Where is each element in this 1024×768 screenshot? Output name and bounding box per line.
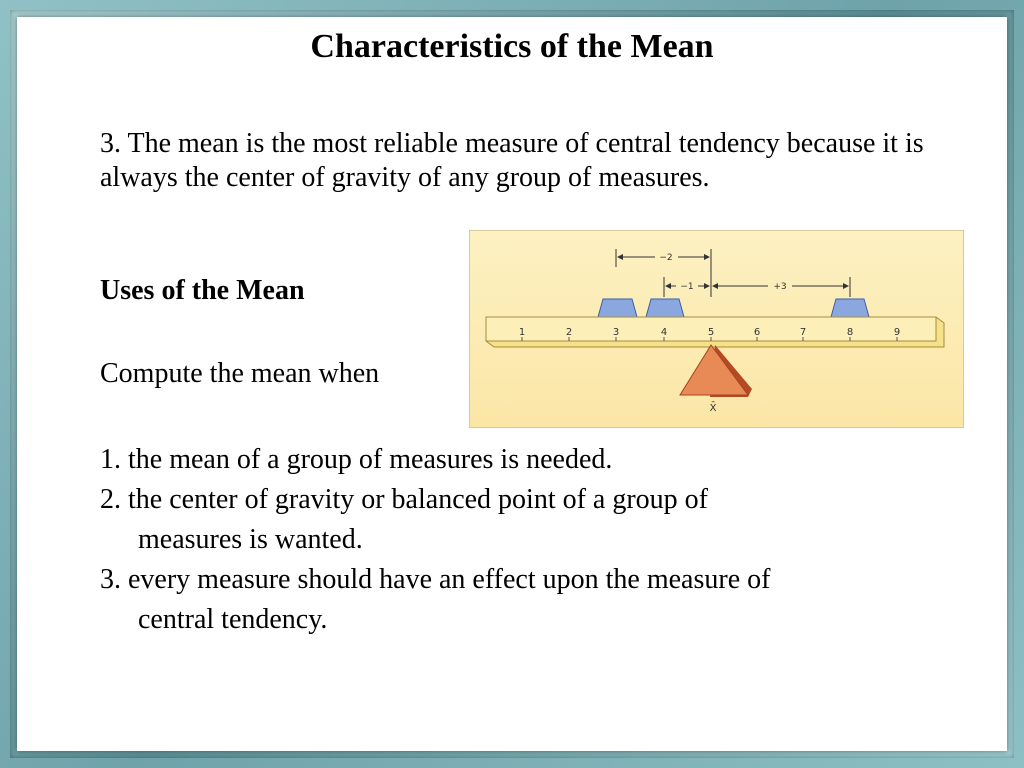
tick-label: 5: [707, 327, 715, 338]
uses-heading: Uses of the Mean: [100, 275, 305, 306]
tick-label: 4: [660, 327, 668, 338]
balance-figure: [469, 230, 964, 428]
tick-label: 1: [518, 327, 526, 338]
deviation-label: −2: [659, 253, 673, 263]
balance-diagram: [470, 231, 963, 427]
tick-label: 8: [846, 327, 854, 338]
list-item: 1. the mean of a group of measures is needed.: [100, 444, 613, 475]
tick-label: 6: [753, 327, 761, 338]
weight-block: [598, 299, 637, 317]
compute-text: Compute the mean when: [100, 358, 380, 389]
list-item-continuation: measures is wanted.: [138, 524, 363, 555]
fulcrum-label: X̄: [709, 403, 717, 414]
list-item-continuation: central tendency.: [138, 604, 328, 635]
fulcrum: [680, 345, 752, 397]
tick-label: 9: [893, 327, 901, 338]
deviation-label: −1: [680, 282, 694, 292]
tick-label: 3: [612, 327, 620, 338]
weight-block: [831, 299, 869, 317]
weights: [598, 299, 869, 317]
tick-label: 2: [565, 327, 573, 338]
list-item: 3. every measure should have an effect upon the measure of: [100, 564, 771, 595]
deviation-markers: [616, 249, 850, 297]
uses-list: [100, 440, 960, 640]
slide-title: Characteristics of the Mean: [310, 28, 714, 65]
list-item: 2. the center of gravity or balanced point of a group of: [100, 484, 709, 515]
deviation-label: +3: [773, 282, 787, 292]
tick-label: 7: [799, 327, 807, 338]
intro-paragraph: 3. The mean is the most reliable measure of central tendency because it is always the center of gravity of any group of measures.: [100, 128, 924, 193]
beam: [486, 317, 944, 347]
weight-block: [646, 299, 684, 317]
